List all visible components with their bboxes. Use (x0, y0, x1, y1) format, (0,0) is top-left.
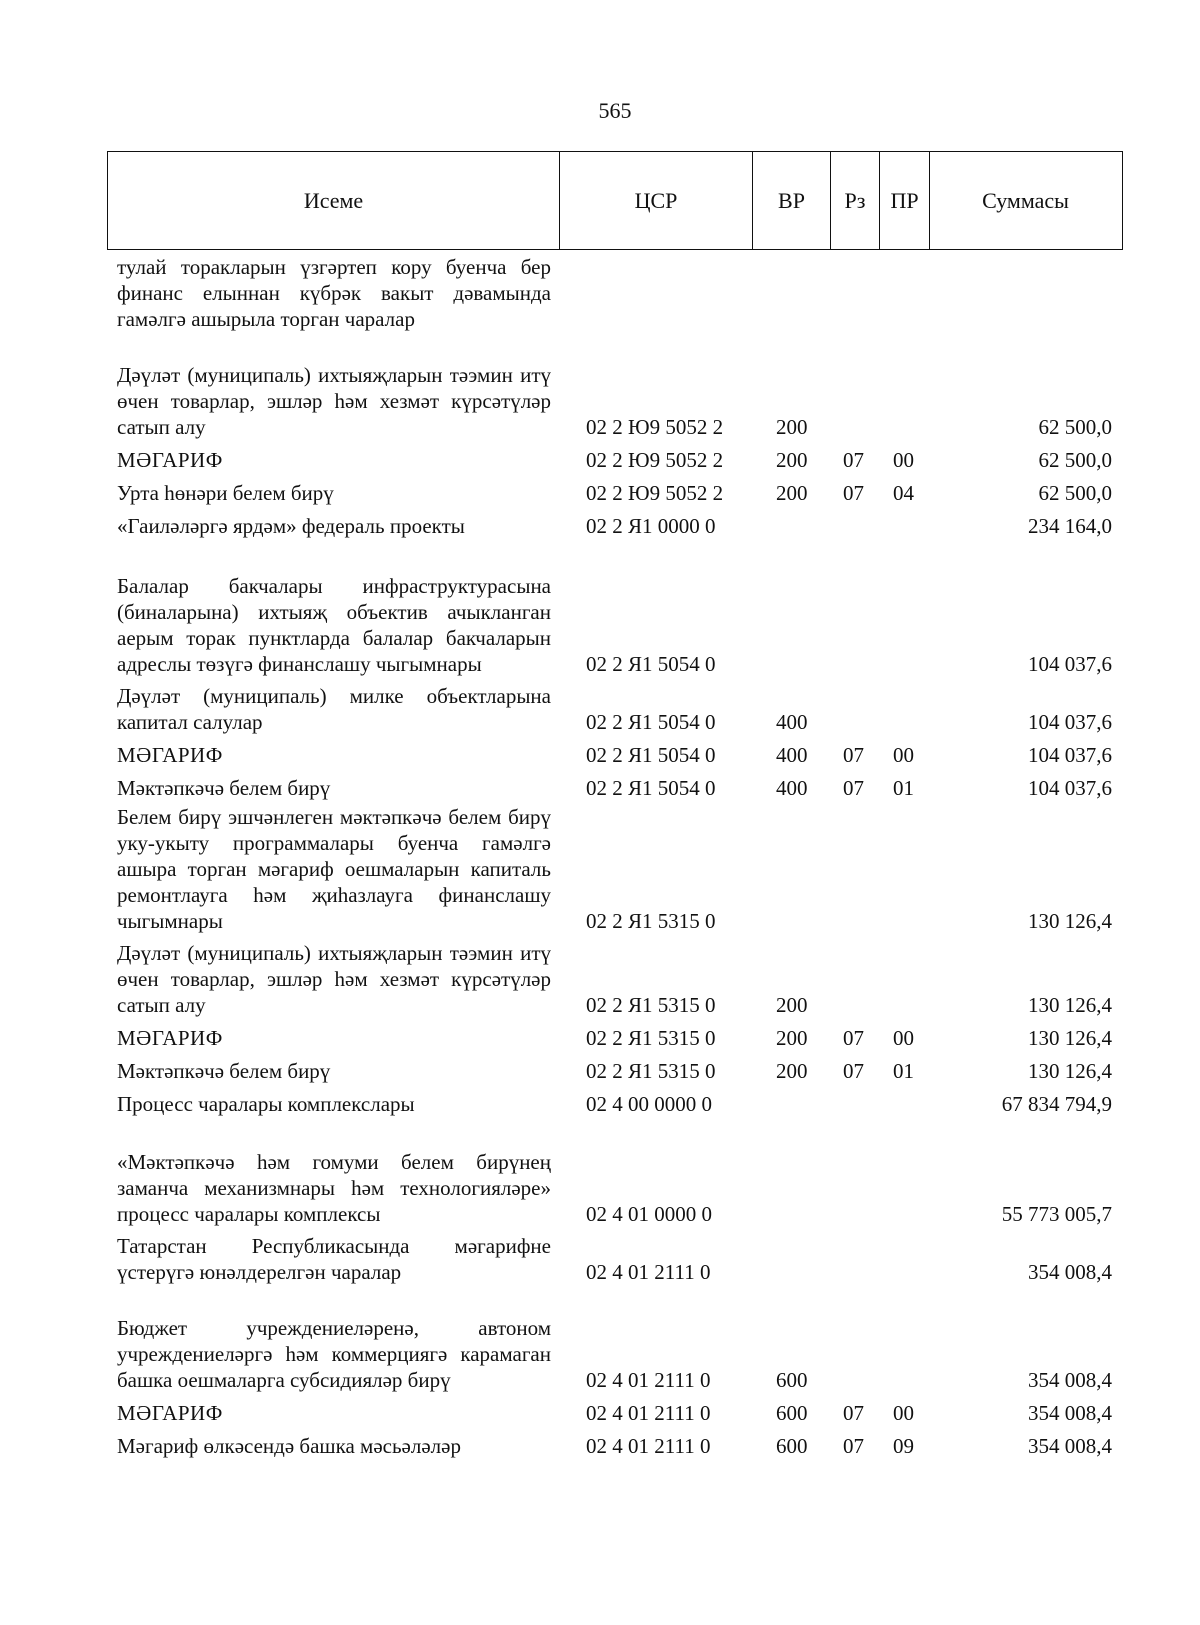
row-sum: 354 008,4 (1028, 1434, 1112, 1458)
row-csr: 02 2 Ю9 5052 2 (586, 448, 724, 472)
row-name: МӘГАРИФ (117, 1401, 223, 1425)
row-sum: 104 037,6 (1028, 776, 1112, 800)
row-sum: 130 126,4 (1028, 1026, 1112, 1050)
row-sum: 104 037,6 (1028, 710, 1112, 734)
row-pr: 01 (893, 1059, 914, 1083)
row-vr: 400 (776, 776, 808, 800)
row-vr: 600 (776, 1401, 808, 1425)
row-pr: 04 (893, 481, 914, 505)
table-row (0, 440, 1200, 473)
row-csr: 02 2 Я1 5054 0 (586, 776, 716, 800)
header-vr: ВР (753, 152, 831, 249)
table-row (0, 473, 1200, 506)
row-name: Урта һөнәри белем бирү (117, 481, 334, 505)
row-csr: 02 4 01 2111 0 (586, 1368, 711, 1392)
row-sum: 130 126,4 (1028, 993, 1112, 1017)
row-name: «Мәктәпкәчә һәм гомуми белем бирүнең заманча механизмнары һәм технологияләре» процесс чаралары комплексы (117, 1150, 551, 1226)
table-row (0, 1051, 1200, 1084)
row-csr: 02 4 00 0000 0 (586, 1092, 712, 1116)
header-pr: ПР (880, 152, 930, 249)
table-row (0, 506, 1200, 539)
table-row (0, 1393, 1200, 1426)
row-name: Бюджет учреждениеләренә, автоном учреждениеләргә һәм коммерциягә карамаган башка оешмаларга субсидияләр бирү (117, 1316, 551, 1392)
header-rz: Рз (831, 152, 880, 249)
row-sum: 130 126,4 (1028, 909, 1112, 933)
row-name: Дәүләт (муниципаль) ихтыяҗларын тәэмин итү өчен товарлар, эшләр һәм хезмәт күрсәтүләр сатып алу (117, 941, 551, 1017)
row-sum: 62 500,0 (1038, 448, 1112, 472)
row-sum: 104 037,6 (1028, 652, 1112, 676)
row-vr: 600 (776, 1368, 808, 1392)
row-csr: 02 2 Я1 5054 0 (586, 710, 716, 734)
table-header (107, 151, 1123, 250)
row-rz: 07 (843, 448, 864, 472)
row-rz: 07 (843, 776, 864, 800)
row-name: Мәктәпкәчә белем бирү (117, 776, 331, 800)
table-row (0, 677, 1200, 735)
table-row (0, 1227, 1200, 1285)
row-sum: 55 773 005,7 (1001, 1202, 1112, 1226)
row-csr: 02 2 Я1 5315 0 (586, 1059, 716, 1083)
page-number: 565 (598, 98, 632, 123)
row-csr: 02 2 Ю9 5052 2 (586, 415, 724, 439)
row-vr: 200 (776, 448, 808, 472)
row-sum: 354 008,4 (1028, 1260, 1112, 1284)
table-body (0, 254, 1200, 1459)
row-rz: 07 (843, 1401, 864, 1425)
row-sum: 354 008,4 (1028, 1368, 1112, 1392)
row-sum: 104 037,6 (1028, 743, 1112, 767)
row-pr: 00 (893, 1401, 914, 1425)
row-sum: 130 126,4 (1028, 1059, 1112, 1083)
header-name: Исеме (108, 152, 560, 249)
row-pr: 09 (893, 1434, 914, 1458)
row-name: Мәгариф өлкәсендә башка мәсьәләләр (117, 1434, 461, 1458)
row-vr: 200 (776, 1026, 808, 1050)
row-sum: 62 500,0 (1038, 481, 1112, 505)
table-row (0, 1426, 1200, 1459)
row-name: МӘГАРИФ (117, 743, 223, 767)
row-vr: 400 (776, 710, 808, 734)
row-name: Балалар бакчалары инфраструктурасына (биналарына) ихтыяҗ объектив ачыкланган аерым торак пунктларда балалар бакчаларын адреслы төзүгә финанслашу чыгымнары (117, 574, 551, 676)
table-row (0, 735, 1200, 768)
row-csr: 02 4 01 2111 0 (586, 1401, 711, 1425)
row-sum: 234 164,0 (1028, 514, 1112, 538)
row-vr: 200 (776, 415, 808, 439)
row-name: Дәүләт (муниципаль) милке объектларына капитал салулар (117, 684, 551, 734)
table-row (0, 254, 1200, 358)
row-sum: 354 008,4 (1028, 1401, 1112, 1425)
row-rz: 07 (843, 743, 864, 767)
row-vr: 600 (776, 1434, 808, 1458)
row-csr: 02 2 Я1 0000 0 (586, 514, 716, 538)
table-row (0, 539, 1200, 677)
row-csr: 02 2 Я1 5315 0 (586, 993, 716, 1017)
table-row (0, 1285, 1200, 1393)
row-name: Белем бирү эшчәнлеген мәктәпкәчә белем бирү уку-укыту программалары буенча гамәлгә ашыра торган мәгариф оешмаларын капиталь ремонтлауга һәм җиһазлауга финанслашу чыгымнары (117, 805, 551, 933)
table-row (0, 1018, 1200, 1051)
row-pr: 01 (893, 776, 914, 800)
table-row (0, 801, 1200, 934)
row-rz: 07 (843, 1434, 864, 1458)
row-csr: 02 2 Ю9 5052 2 (586, 481, 724, 505)
row-name: «Гаиләләргә ярдәм» федераль проекты (117, 514, 465, 538)
table-row (0, 934, 1200, 1018)
row-csr: 02 2 Я1 5315 0 (586, 1026, 716, 1050)
header-sum: Суммасы (982, 187, 1069, 213)
row-csr: 02 4 01 2111 0 (586, 1260, 711, 1284)
row-name: Процесс чаралары комплекслары (117, 1092, 415, 1116)
row-name: МӘГАРИФ (117, 448, 223, 472)
row-csr: 02 2 Я1 5054 0 (586, 743, 716, 767)
row-sum: 67 834 794,9 (1001, 1092, 1112, 1116)
row-pr: 00 (893, 743, 914, 767)
row-pr: 00 (893, 448, 914, 472)
row-name: Татарстан Республикасында мәгарифне үстерүгә юнәлдерелгән чаралар (117, 1234, 551, 1284)
table-row (0, 1084, 1200, 1117)
row-csr: 02 4 01 0000 0 (586, 1202, 712, 1226)
row-sum: 62 500,0 (1038, 415, 1112, 439)
table-row (0, 768, 1200, 801)
row-vr: 200 (776, 481, 808, 505)
table-row (0, 1117, 1200, 1227)
row-name: Мәктәпкәчә белем бирү (117, 1059, 331, 1083)
row-vr: 400 (776, 743, 808, 767)
row-name: тулай торакларын үзгәртеп кору буенча бер финанс елыннан күбрәк вакыт дәвамында гамәлгә ашырыла торган чаралар (117, 255, 551, 331)
row-rz: 07 (843, 1059, 864, 1083)
row-rz: 07 (843, 481, 864, 505)
row-pr: 00 (893, 1026, 914, 1050)
row-vr: 200 (776, 1059, 808, 1083)
row-name: Дәүләт (муниципаль) ихтыяҗларын тәэмин итү өчен товарлар, эшләр һәм хезмәт күрсәтүләр сатып алу (117, 363, 551, 439)
row-csr: 02 4 01 2111 0 (586, 1434, 711, 1458)
header-csr: ЦСР (560, 152, 753, 249)
row-csr: 02 2 Я1 5054 0 (586, 652, 716, 676)
row-name: МӘГАРИФ (117, 1026, 223, 1050)
row-vr: 200 (776, 993, 808, 1017)
row-rz: 07 (843, 1026, 864, 1050)
row-csr: 02 2 Я1 5315 0 (586, 909, 716, 933)
table-row (0, 358, 1200, 440)
